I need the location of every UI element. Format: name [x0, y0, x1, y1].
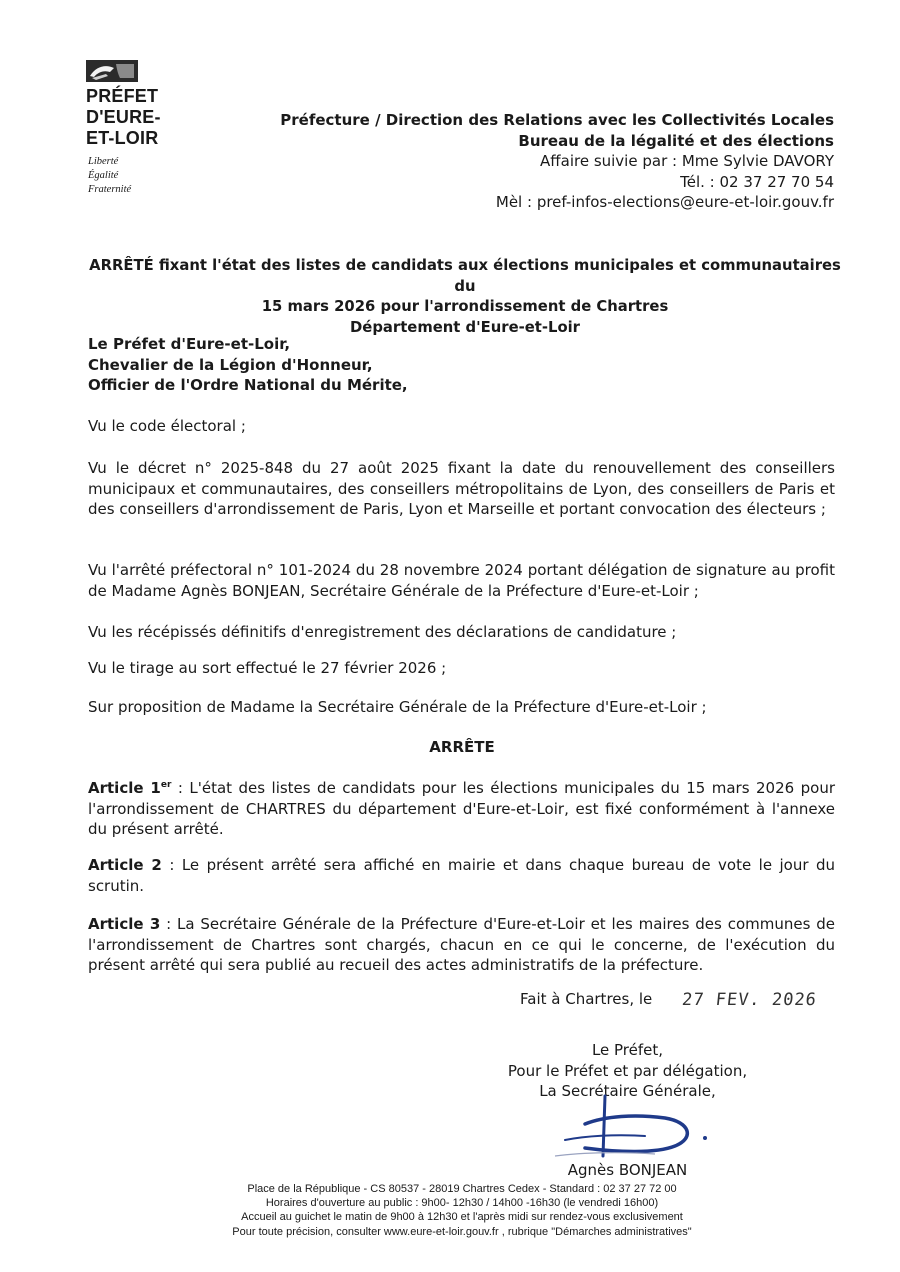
article-1-sup: er: [160, 780, 172, 790]
article-2: [88, 855, 835, 896]
date-stamp: 27 FEV. 2026: [680, 990, 818, 1010]
footer-hours: Horaires d'ouverture au public : 9h00- 12h30 / 14h00 -16h30 (le vendredi 16h00): [265, 1197, 659, 1210]
article-2-text: : Le présent arrêté sera affiché en mairie et dans chaque bureau de vote le jour du scrutin.: [88, 856, 835, 895]
visa-arrete-delegation: Vu l'arrêté préfectoral n° 101-2024 du 28 novembre 2024 portant délégation de signature au profit de Madame Agnès BONJEAN, Secrétaire Générale de la Préfecture d'Eure-et-Loir ;: [88, 561, 835, 600]
republic-motto: [88, 155, 131, 197]
prefecture-logo-title: [86, 86, 161, 149]
page-footer: [0, 1182, 900, 1239]
article-3-label: Article 3: [88, 915, 161, 933]
prefect-titles: [88, 334, 408, 396]
marianne-logo-icon: [86, 60, 138, 82]
motto-liberte: Liberté: [88, 156, 119, 167]
visa-code-electoral: Vu le code électoral ;: [88, 417, 246, 435]
contact-email: Mèl : pref-infos-elections@eure-et-loir.gouv.fr: [495, 193, 834, 211]
motto-egalite: Égalité: [88, 170, 119, 181]
title-line: ARRÊTÉ fixant l'état des listes de candidats aux élections municipales et communautaires du: [89, 257, 841, 295]
article-1-text: : L'état des listes de candidats pour les élections municipales du 15 mars 2026 pour l'arrondissement de CHARTRES du département d'Eure-et-Loir, est fixé conformément à l'annexe du présent arrêté.: [88, 779, 835, 838]
article-1-label: Article 1: [88, 779, 161, 797]
arrete-heading: ARRÊTE: [429, 738, 495, 756]
direction-name: Préfecture / Direction des Relations avec les Collectivités Locales: [280, 111, 834, 129]
visa-tirage: Vu le tirage au sort effectué le 27 février 2026 ;: [88, 659, 447, 677]
motto-fraternite: Fraternité: [88, 184, 132, 195]
title-line: Département d'Eure-et-Loir: [350, 318, 580, 336]
visa-decret: Vu le décret n° 2025-848 du 27 août 2025 fixant la date du renouvellement des conseillers municipaux et communautaires, des conseillers métropolitains de Lyon, des conseillers de Paris et des conseillers d'arrondissement de Paris, Lyon et Marseille et portant convocation des électeurs ;: [88, 459, 835, 518]
article-1: [88, 778, 835, 840]
visa-recepisses: Vu les récépissés définitifs d'enregistrement des déclarations de candidature ;: [88, 623, 677, 641]
prefect-line: Chevalier de la Légion d'Honneur,: [88, 355, 373, 374]
article-3: [88, 914, 835, 976]
logo-title-line: ET-LOIR: [86, 128, 159, 148]
handwritten-signature-icon: [545, 1094, 725, 1164]
document-title: [80, 256, 850, 338]
sender-header: [280, 110, 834, 213]
prefect-line: Officier de l'Ordre National du Mérite,: [88, 376, 408, 394]
bureau-name: Bureau de la légalité et des élections: [518, 131, 834, 150]
article-3-text: : La Secrétaire Générale de la Préfecture d'Eure-et-Loir et les maires des communes de l'arrondissement de Chartres sont chargés, chacun en ce qui le concerne, de l'exécution du présent arrêté qui sera publié au recueil des actes administratifs de la préfecture.: [88, 915, 835, 974]
signature-line: La Secrétaire Générale,: [539, 1082, 716, 1100]
contact-person: Affaire suivie par : Mme Sylvie DAVORY: [540, 152, 834, 170]
prefect-line: Le Préfet d'Eure-et-Loir,: [88, 335, 291, 353]
title-line: 15 mars 2026 pour l'arrondissement de Chartres: [261, 298, 669, 315]
signer-name: Agnès BONJEAN: [567, 1161, 688, 1179]
contact-phone: Tél. : 02 37 27 70 54: [680, 172, 834, 191]
footer-address: Place de la République - CS 80537 - 28019 Chartres Cedex - Standard : 02 37 27 72 00: [247, 1183, 677, 1195]
logo-title-line: PRÉFET: [86, 86, 159, 106]
fait-a-chartres: Fait à Chartres, le: [520, 990, 653, 1008]
footer-website: Pour toute précision, consulter www.eure-et-loir.gouv.fr , rubrique "Démarches administratives": [232, 1225, 692, 1238]
article-2-label: Article 2: [88, 856, 162, 874]
signature-block: [470, 1040, 785, 1102]
visa-proposition: Sur proposition de Madame la Secrétaire Générale de la Préfecture d'Eure-et-Loir ;: [88, 698, 707, 716]
signature-line: Le Préfet,: [591, 1041, 664, 1059]
footer-reception: Accueil au guichet le matin de 9h00 à 12h30 et l'après midi sur rendez-vous exclusivement: [241, 1211, 683, 1224]
logo-title-line: D'EURE-: [86, 107, 161, 127]
signature-line: Pour le Préfet et par délégation,: [507, 1061, 748, 1080]
